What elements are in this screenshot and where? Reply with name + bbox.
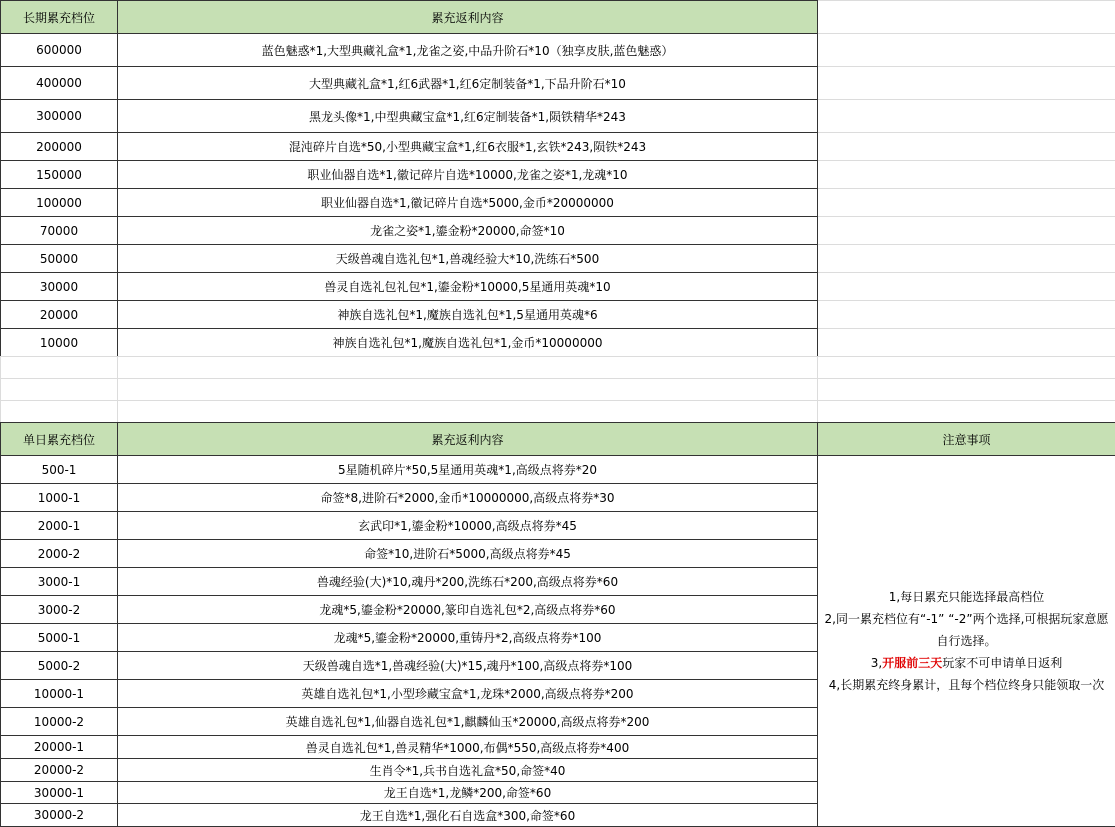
- empty-cell: [118, 357, 818, 379]
- tier-cell: 20000: [1, 301, 118, 329]
- empty-cell: [818, 401, 1115, 423]
- tier-cell: 20000-1: [1, 736, 118, 759]
- tier-cell: 2000-1: [1, 512, 118, 540]
- note-4: 4,长期累充终身累计，且每个档位终身只能领取一次: [824, 674, 1109, 696]
- content-cell: 命签*10,进阶石*5000,高级点将券*45: [118, 540, 818, 568]
- table-row: [1, 67, 1115, 100]
- empty-cell: [118, 379, 818, 401]
- content-cell: 英雄自选礼包*1,仙器自选礼包*1,麒麟仙玉*20000,高级点将券*200: [118, 708, 818, 736]
- note-1: 1,每日累充只能选择最高档位: [824, 586, 1109, 608]
- content-cell: 兽灵自选礼包礼包*1,鎏金粉*10000,5星通用英魂*10: [118, 273, 818, 301]
- note-3-prefix: 3,: [871, 656, 882, 670]
- tier-cell: 400000: [1, 67, 118, 100]
- content-cell: 蓝色魅惑*1,大型典藏礼盒*1,龙雀之姿,中品升阶石*10（独享皮肤,蓝色魅惑）: [118, 34, 818, 67]
- tier-cell: 5000-2: [1, 652, 118, 680]
- tier-cell: 5000-1: [1, 624, 118, 652]
- table-row: [1, 161, 1115, 189]
- content-cell: 玄武印*1,鎏金粉*10000,高级点将券*45: [118, 512, 818, 540]
- tier-cell: 1000-1: [1, 484, 118, 512]
- content-cell: 龙魂*5,鎏金粉*20000,篆印自选礼包*2,高级点将券*60: [118, 596, 818, 624]
- tier-cell: 600000: [1, 34, 118, 67]
- tier-cell: 2000-2: [1, 540, 118, 568]
- empty-cell: [1, 401, 118, 423]
- table-row: [1, 273, 1115, 301]
- tier-cell: 70000: [1, 217, 118, 245]
- empty-cell: [818, 1, 1115, 34]
- tier-cell: 300000: [1, 100, 118, 133]
- empty-cell: [818, 379, 1115, 401]
- note-3-highlight: 开服前三天: [882, 656, 942, 670]
- table-row: [1, 100, 1115, 133]
- content-cell: 命签*8,进阶石*2000,金币*10000000,高级点将券*30: [118, 484, 818, 512]
- empty-cell: [818, 67, 1115, 100]
- content-cell: 兽魂经验(大)*10,魂丹*200,洗练石*200,高级点将券*60: [118, 568, 818, 596]
- table-row: [1, 34, 1115, 67]
- tier-cell: 200000: [1, 133, 118, 161]
- content-cell: 龙王自选*1,龙鳞*200,命签*60: [118, 782, 818, 804]
- content-cell: 职业仙器自选*1,徽记碎片自选*10000,龙雀之姿*1,龙魂*10: [118, 161, 818, 189]
- tier-cell: 30000-2: [1, 804, 118, 827]
- empty-cell: [818, 217, 1115, 245]
- daily-table: [0, 422, 1115, 827]
- content-cell: 大型典藏礼盒*1,红6武器*1,红6定制装备*1,下品升阶石*10: [118, 67, 818, 100]
- table-row: [1, 245, 1115, 273]
- content-cell: 职业仙器自选*1,徽记碎片自选*5000,金币*20000000: [118, 189, 818, 217]
- tier-cell: 50000: [1, 245, 118, 273]
- spacer-rows: [0, 356, 1115, 423]
- empty-cell: [818, 245, 1115, 273]
- content-cell: 龙王自选*1,强化石自选盒*300,命签*60: [118, 804, 818, 827]
- daily-header-notes: 注意事项: [818, 423, 1115, 456]
- tier-cell: 500-1: [1, 456, 118, 484]
- tier-cell: 10000-1: [1, 680, 118, 708]
- long-term-table: [0, 0, 1115, 357]
- daily-header-row: [1, 423, 1115, 456]
- tier-cell: 10000-2: [1, 708, 118, 736]
- tier-cell: 3000-2: [1, 596, 118, 624]
- content-cell: 黑龙头像*1,中型典藏宝盒*1,红6定制装备*1,陨铁精华*243: [118, 100, 818, 133]
- table-row: [1, 301, 1115, 329]
- content-cell: 神族自选礼包*1,魔族自选礼包*1,金币*10000000: [118, 329, 818, 357]
- table-row: [1, 456, 1115, 484]
- table-row: [1, 217, 1115, 245]
- table-row: [1, 329, 1115, 357]
- table-row: [1, 189, 1115, 217]
- empty-cell: [818, 301, 1115, 329]
- tier-cell: 3000-1: [1, 568, 118, 596]
- content-cell: 5星随机碎片*50,5星通用英魂*1,高级点将券*20: [118, 456, 818, 484]
- long-term-header-row: [1, 1, 1115, 34]
- note-3: [824, 652, 1109, 674]
- empty-cell: [818, 189, 1115, 217]
- content-cell: 龙雀之姿*1,鎏金粉*20000,命签*10: [118, 217, 818, 245]
- content-cell: 英雄自选礼包*1,小型珍藏宝盒*1,龙珠*2000,高级点将券*200: [118, 680, 818, 708]
- empty-cell: [818, 100, 1115, 133]
- note-2: 2,同一累充档位有“-1” “-2”两个选择,可根据玩家意愿自行选择。: [824, 608, 1109, 652]
- note-3-suffix: 玩家不可申请单日返利: [942, 656, 1062, 670]
- empty-cell: [818, 161, 1115, 189]
- daily-header-tier: 单日累充档位: [1, 423, 118, 456]
- content-cell: 混沌碎片自选*50,小型典藏宝盒*1,红6衣服*1,玄铁*243,陨铁*243: [118, 133, 818, 161]
- empty-cell: [818, 357, 1115, 379]
- content-cell: 龙魂*5,鎏金粉*20000,重铸丹*2,高级点将券*100: [118, 624, 818, 652]
- notes-cell: [818, 456, 1115, 827]
- content-cell: 神族自选礼包*1,魔族自选礼包*1,5星通用英魂*6: [118, 301, 818, 329]
- empty-cell: [818, 329, 1115, 357]
- long-term-header-tier: 长期累充档位: [1, 1, 118, 34]
- content-cell: 生肖令*1,兵书自选礼盒*50,命签*40: [118, 759, 818, 782]
- empty-cell: [818, 273, 1115, 301]
- content-cell: 天级兽魂自选*1,兽魂经验(大)*15,魂丹*100,高级点将券*100: [118, 652, 818, 680]
- tier-cell: 100000: [1, 189, 118, 217]
- tier-cell: 30000-1: [1, 782, 118, 804]
- table-row: [1, 133, 1115, 161]
- empty-cell: [1, 379, 118, 401]
- empty-cell: [1, 357, 118, 379]
- tier-cell: 150000: [1, 161, 118, 189]
- content-cell: 兽灵自选礼包*1,兽灵精华*1000,布偶*550,高级点将券*400: [118, 736, 818, 759]
- empty-cell: [118, 401, 818, 423]
- long-term-header-content: 累充返利内容: [118, 1, 818, 34]
- empty-cell: [818, 133, 1115, 161]
- tier-cell: 30000: [1, 273, 118, 301]
- tier-cell: 20000-2: [1, 759, 118, 782]
- tier-cell: 10000: [1, 329, 118, 357]
- content-cell: 天级兽魂自选礼包*1,兽魂经验大*10,洗练石*500: [118, 245, 818, 273]
- empty-cell: [818, 34, 1115, 67]
- daily-header-content: 累充返利内容: [118, 423, 818, 456]
